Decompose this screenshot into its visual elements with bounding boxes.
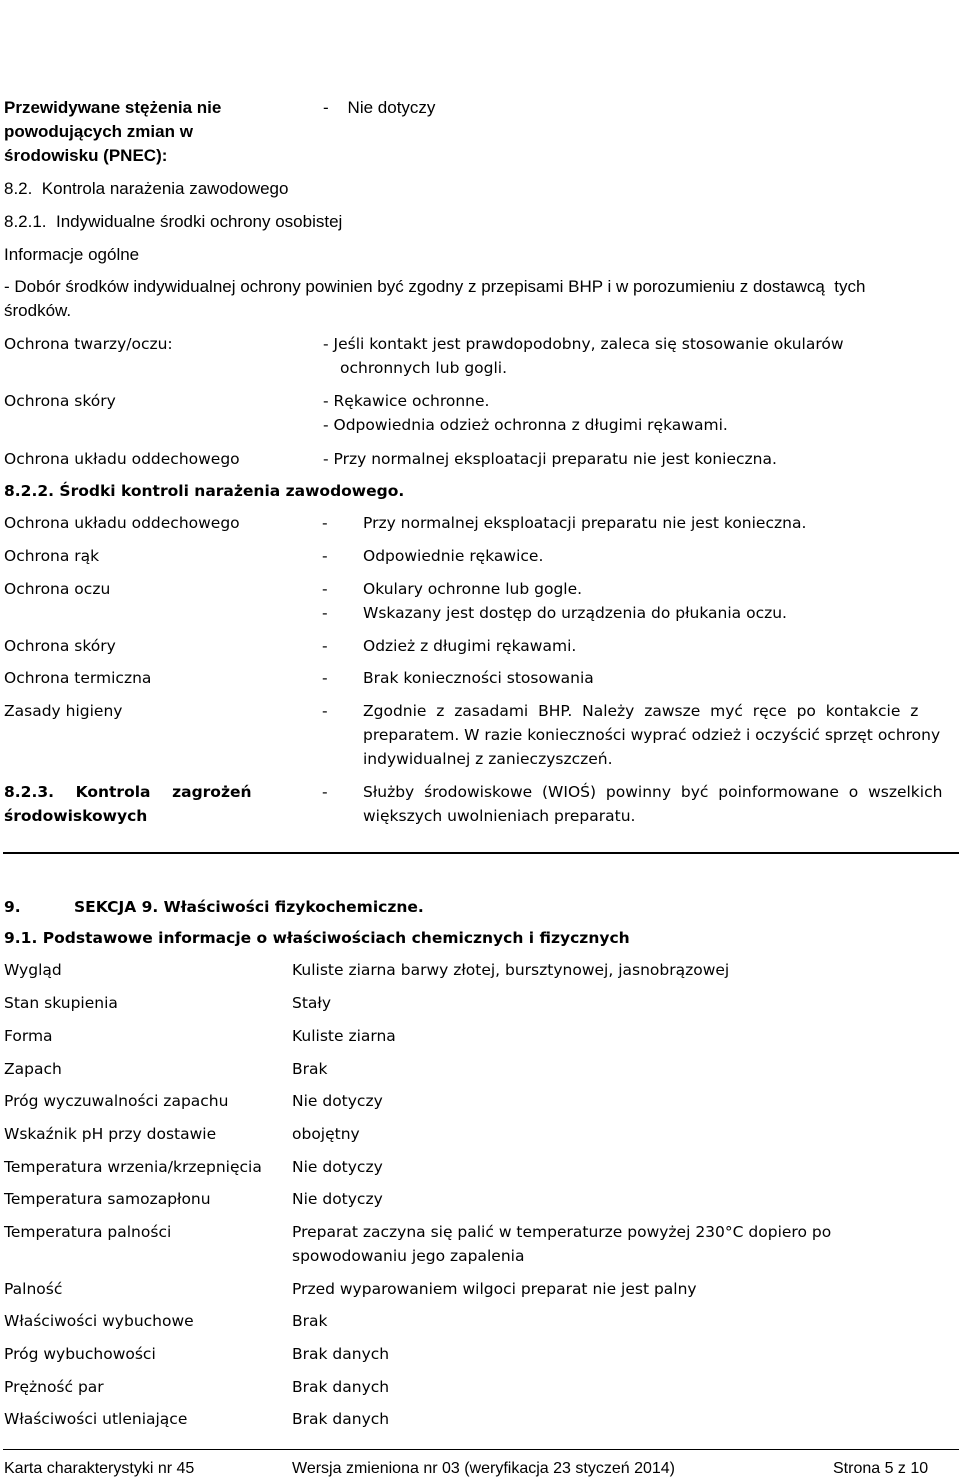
heading-8-2: 8.2. Kontrola narażenia zawodowego xyxy=(4,179,289,198)
protection-b-label: Ochrona skóry xyxy=(4,637,116,655)
pnec-label-line: powodujących zmian w xyxy=(4,122,193,141)
protection-b-item: Wskazany jest dostęp do urządzenia do płukania oczu. xyxy=(363,604,787,622)
protection-skin-label: Ochrona skóry xyxy=(4,392,116,410)
dash: - xyxy=(322,637,328,655)
property-value: Kuliste ziarna xyxy=(292,1027,396,1045)
property-value-line2: spowodowaniu jego zapalenia xyxy=(292,1247,525,1265)
env-control-line: Służby środowiskowe (WIOŚ) powinny być poinformowane o wszelkich xyxy=(363,783,943,801)
protection-b-item: Okulary ochronne lub gogle. xyxy=(363,580,583,598)
protection-face-line: - Jeśli kontakt jest prawdopodobny, zaleca się stosowanie okularów xyxy=(323,335,844,353)
dash: - xyxy=(322,702,328,720)
property-value: Brak danych xyxy=(292,1410,390,1428)
protection-b-item: Odzież z długimi rękawami. xyxy=(363,637,577,655)
protection-b-item: Przy normalnej eksploatacji preparatu nie jest konieczna. xyxy=(363,514,807,532)
property-value: Przed wyparowaniem wilgoci preparat nie jest palny xyxy=(292,1280,697,1298)
env-control-text xyxy=(363,780,959,828)
env-control-line: większych uwolnieniach preparatu. xyxy=(363,807,636,825)
property-value: Brak xyxy=(292,1060,328,1078)
hygiene-text xyxy=(363,699,959,771)
hygiene-line: Zgodnie z zasadami BHP. Należy zawsze myć ręce po kontakcie z xyxy=(363,702,919,720)
protection-skin-line: - Odpowiednia odzież ochronna z długimi rękawami. xyxy=(323,416,728,434)
property-value: Brak xyxy=(292,1312,328,1330)
property-label: Palność xyxy=(4,1280,63,1298)
property-value: Nie dotyczy xyxy=(292,1158,383,1176)
property-label: Wygląd xyxy=(4,961,62,979)
hygiene-line: indywidualnej z zanieczyszczeń. xyxy=(363,750,613,768)
protection-skin-value xyxy=(323,389,728,437)
dash: - xyxy=(322,669,328,687)
env-control-label-line: środowiskowych xyxy=(4,807,148,825)
property-value: obojętny xyxy=(292,1125,360,1143)
property-label: Stan skupienia xyxy=(4,994,118,1012)
property-value: Brak danych xyxy=(292,1378,390,1396)
dash: - xyxy=(322,514,328,532)
pnec-label xyxy=(4,96,264,168)
protection-b-label: Ochrona układu oddechowego xyxy=(4,514,240,532)
footer-version: Wersja zmieniona nr 03 (weryfikacja 23 styczeń 2014) xyxy=(292,1460,675,1477)
footer xyxy=(0,1458,960,1482)
property-value: Preparat zaczyna się palić w temperaturze powyżej 230°C dopiero po xyxy=(292,1223,832,1241)
hygiene-label: Zasady higieny xyxy=(4,702,123,720)
protection-resp-value: - Przy normalnej eksploatacji preparatu nie jest konieczna. xyxy=(323,450,777,468)
protection-b-label: Ochrona termiczna xyxy=(4,669,152,687)
property-label: Próg wyczuwalności zapachu xyxy=(4,1092,229,1110)
general-note-line: środków. xyxy=(4,301,72,320)
property-value: Kuliste ziarna barwy złotej, bursztynowej, jasnobrązowej xyxy=(292,961,730,979)
property-value: Brak danych xyxy=(292,1345,390,1363)
pnec-label-line: Przewidywane stężenia nie xyxy=(4,98,222,117)
footer-doc-number: Karta charakterystyki nr 45 xyxy=(4,1460,195,1477)
heading-8-2-2: 8.2.2. Środki kontroli narażenia zawodowego. xyxy=(4,482,405,500)
pnec-value: - Nie dotyczy xyxy=(323,98,436,117)
section-9-number: 9. xyxy=(4,898,21,916)
section-9-1-title: 9.1. Podstawowe informacje o właściwościach chemicznych i fizycznych xyxy=(4,929,630,947)
env-control-label xyxy=(4,780,280,828)
dash: - xyxy=(322,604,328,622)
protection-skin-line: - Rękawice ochronne. xyxy=(323,392,490,410)
property-label: Temperatura palności xyxy=(4,1223,172,1241)
protection-face-label: Ochrona twarzy/oczu: xyxy=(4,335,173,353)
section-divider xyxy=(3,852,959,854)
protection-b-label: Ochrona rąk xyxy=(4,547,100,565)
property-label: Forma xyxy=(4,1027,53,1045)
property-label: Próg wybuchowości xyxy=(4,1345,156,1363)
footer-page-number: Strona 5 z 10 xyxy=(833,1460,929,1477)
dash: - xyxy=(322,580,328,598)
property-label: Zapach xyxy=(4,1060,62,1078)
pnec-label-line: środowisku (PNEC): xyxy=(4,146,168,165)
heading-general-info: Informacje ogólne xyxy=(4,245,140,264)
property-label: Prężność par xyxy=(4,1378,104,1396)
property-label: Wskaźnik pH przy dostawie xyxy=(4,1125,217,1143)
protection-face-line: ochronnych lub gogli. xyxy=(340,359,508,377)
footer-rule xyxy=(3,1449,959,1450)
protection-face-value xyxy=(323,332,844,380)
property-label: Temperatura samozapłonu xyxy=(4,1190,211,1208)
property-value: Stały xyxy=(292,994,331,1012)
dash: - xyxy=(322,783,328,801)
general-note xyxy=(4,275,954,323)
heading-8-2-1: 8.2.1. Indywidualne środki ochrony osobistej xyxy=(4,212,343,231)
general-note-line: - Dobór środków indywidualnej ochrony powinien być zgodny z przepisami BHP i w porozumieniu z dostawcą tych xyxy=(4,277,866,296)
env-control-label-line: 8.2.3. Kontrola zagrożeń xyxy=(4,783,252,801)
property-value: Nie dotyczy xyxy=(292,1190,383,1208)
property-label: Temperatura wrzenia/krzepnięcia xyxy=(4,1158,262,1176)
property-label: Właściwości utleniające xyxy=(4,1410,188,1428)
dash: - xyxy=(322,547,328,565)
property-value: Nie dotyczy xyxy=(292,1092,383,1110)
section-9-title: SEKCJA 9. Właściwości fizykochemiczne. xyxy=(74,898,424,916)
protection-b-item: Odpowiednie rękawice. xyxy=(363,547,544,565)
protection-b-item: Brak konieczności stosowania xyxy=(363,669,594,687)
protection-b-label: Ochrona oczu xyxy=(4,580,111,598)
property-label: Właściwości wybuchowe xyxy=(4,1312,194,1330)
protection-resp-label: Ochrona układu oddechowego xyxy=(4,450,240,468)
hygiene-line: preparatem. W razie konieczności wyprać odzież i oczyścić sprzęt ochrony xyxy=(363,726,941,744)
